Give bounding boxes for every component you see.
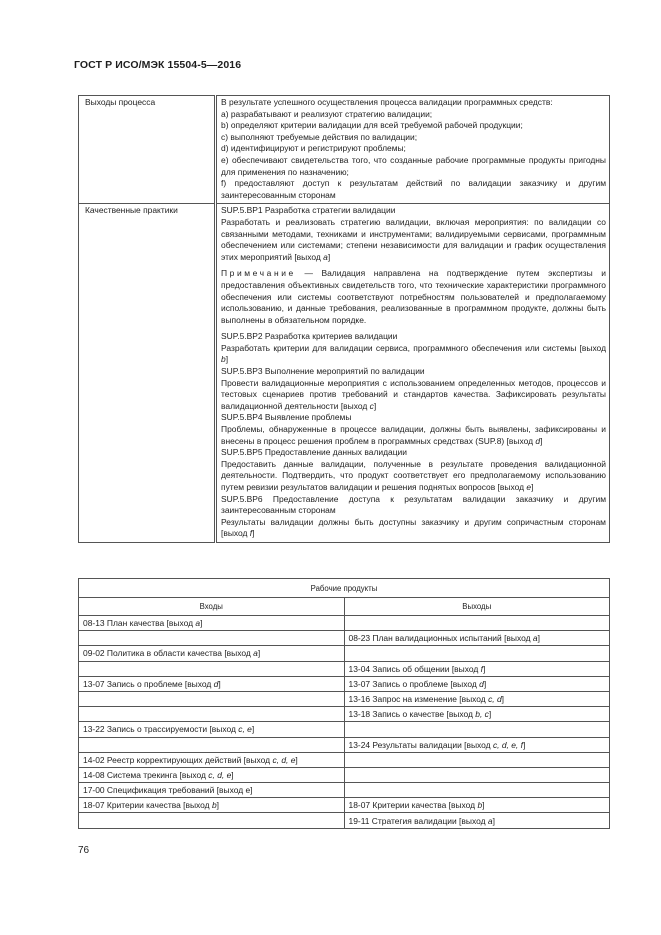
output-cell: 13-04 Запись об общении [выход f]: [344, 661, 610, 676]
bp4-title: SUP.5.BP4 Выявление проблемы: [221, 412, 352, 423]
table-row: [79, 813, 610, 828]
input-cell: [79, 737, 345, 752]
input-cell: 14-08 Система трекинга [выход c, d, e]: [79, 767, 345, 782]
outputs-header: Выходы: [344, 598, 610, 616]
bp1-title: SUP.5.BP1 Разработка стратегии валидации: [221, 205, 396, 216]
output-cell: [344, 752, 610, 767]
output-cell: 13-18 Запись о качестве [выход b, c]: [344, 707, 610, 722]
outcome-item: c) выполняют требуемые действия по валидации;: [221, 131, 418, 142]
practices-label-cell: [79, 204, 216, 543]
outcomes-intro: В результате успешного осуществления процесса валидации программных средств:: [221, 97, 553, 107]
bp3-text: Провести валидационные мероприятия с использованием определенных методов, процессов и тестовых сценариев против требований и стандартов качества. Зафиксировать результаты валидационной деятельности [выход c]: [221, 377, 606, 411]
outcome-item: e) обеспечивают свидетельства того, что созданные рабочие программные продукты пригодны для применения по назначению;: [221, 154, 606, 177]
table-row: [79, 631, 610, 646]
output-cell: [344, 767, 610, 782]
table-row: [79, 767, 610, 782]
input-cell: [79, 691, 345, 706]
output-cell: 18-07 Критерии качества [выход b]: [344, 798, 610, 813]
outcomes-row: [79, 96, 610, 204]
input-cell: 18-07 Критерии качества [выход b]: [79, 798, 345, 813]
input-cell: 13-22 Запись о трассируемости [выход c, e]: [79, 722, 345, 737]
practices-row: [79, 204, 610, 543]
bp2-text: Разработать критерии для валидации сервиса, программного обеспечения или системы [выход b]: [221, 342, 606, 365]
table-row: [79, 737, 610, 752]
outcomes-label-cell: [79, 96, 216, 204]
table-row: [79, 691, 610, 706]
table-row: [79, 676, 610, 691]
output-cell: 19-11 Стратегия валидации [выход a]: [344, 813, 610, 828]
practices-label: Качественные практики: [85, 205, 178, 216]
input-cell: 13-07 Запись о проблеме [выход d]: [79, 676, 345, 691]
outcome-item: f) предоставляют доступ к результатам действий по валидации заказчику и другим заинтересованным сторонам: [221, 178, 606, 200]
table-row: [79, 798, 610, 813]
bp4-text: Проблемы, обнаруженные в процессе валидации, должны быть выявлены, зафиксированы и внесены в процесс решения проблем в программных средствах (SUP.8) [выход d]: [221, 424, 606, 446]
bp2-title: SUP.5.BP2 Разработка критериев валидации: [221, 331, 398, 342]
output-cell: [344, 783, 610, 798]
bp5-title: SUP.5.BP5 Предоставление данных валидации: [221, 447, 407, 458]
input-cell: [79, 707, 345, 722]
output-cell: [344, 616, 610, 631]
outcomes-label: Выходы процесса: [85, 97, 156, 107]
table-row: [79, 722, 610, 737]
output-cell: 13-07 Запись о проблеме [выход d]: [344, 676, 610, 691]
table-row: [79, 783, 610, 798]
input-cell: 09-02 Политика в области качества [выход a]: [79, 646, 345, 661]
table-row: [79, 616, 610, 631]
input-cell: [79, 813, 345, 828]
process-table: [78, 95, 610, 543]
page-number: 76: [78, 845, 90, 856]
work-products-header-row: [79, 598, 610, 616]
bp6-title: SUP.5.BP6 Предоставление доступа к результатам валидации заказчику и другим заинтересованным сторонам: [221, 493, 606, 516]
output-cell: 13-24 Результаты валидации [выход c, d, e, f]: [344, 737, 610, 752]
inputs-header: Входы: [79, 598, 345, 616]
output-cell: 08-23 План валидационных испытаний [выход a]: [344, 631, 610, 646]
table-row: [79, 707, 610, 722]
note-label: Примечание: [221, 268, 296, 279]
outcome-item: a) разрабатывают и реализуют стратегию валидации;: [221, 108, 433, 119]
output-cell: 13-16 Запрос на изменение [выход c, d]: [344, 691, 610, 706]
input-cell: 17-00 Спецификация требований [выход е]: [79, 783, 345, 798]
outcome-item: b) определяют критерии валидации для всей требуемой рабочей продукции;: [221, 120, 523, 131]
table-row: [79, 661, 610, 676]
work-products-caption-row: [79, 579, 610, 598]
input-cell: 14-02 Реестр корректирующих действий [выход c, d, e]: [79, 752, 345, 767]
output-cell: [344, 646, 610, 661]
work-products-caption: Рабочие продукты: [79, 579, 610, 598]
work-products-table: [78, 578, 610, 829]
bp6-text: Результаты валидации должны быть доступны заказчику и другим сопричастным сторонам [выход f]: [221, 516, 606, 539]
output-cell: [344, 722, 610, 737]
outcome-item: d) идентифицируют и регистрируют проблемы;: [221, 143, 406, 154]
bp1-text: Разработать и реализовать стратегию валидации, включая мероприятия: по валидации со связанными методами, техниками и инструментами; валидируемыми сервисами, программным обеспечением или системами; степени независимости для валидации и график осуществления этих мероприятий [выход a]: [221, 216, 606, 262]
input-cell: 08-13 План качества [выход a]: [79, 616, 345, 631]
input-cell: [79, 661, 345, 676]
table-row: [79, 646, 610, 661]
input-cell: [79, 631, 345, 646]
document-header: ГОСТ Р ИСО/МЭК 15504-5—2016: [74, 59, 242, 71]
bp3-title: SUP.5.BP3 Выполнение мероприятий по валидации: [221, 366, 425, 377]
bp5-text: Предоставить данные валидации, полученные в результате проведения валидационной деятельности. Подтвердить, что продукт соответствует его предполагаемому использованию путем ревизии результатов валидации и решения поднятых вопросов [выход e]: [221, 458, 606, 492]
outcomes-content: [216, 96, 610, 204]
practices-content: [216, 204, 610, 543]
work-products-body: [79, 616, 610, 829]
table-row: [79, 752, 610, 767]
bp1-note: Примечание — Валидация направлена на подтверждение путем экспертизы и предоставления объективных свидетельств того, что технические характеристики программного обеспечения или системы соответствуют потребностям пользователей и предполагаемому использованию, и данные требования, реализованные в программном продукте, должны быть выполнены в обязательном порядке.: [221, 268, 606, 325]
